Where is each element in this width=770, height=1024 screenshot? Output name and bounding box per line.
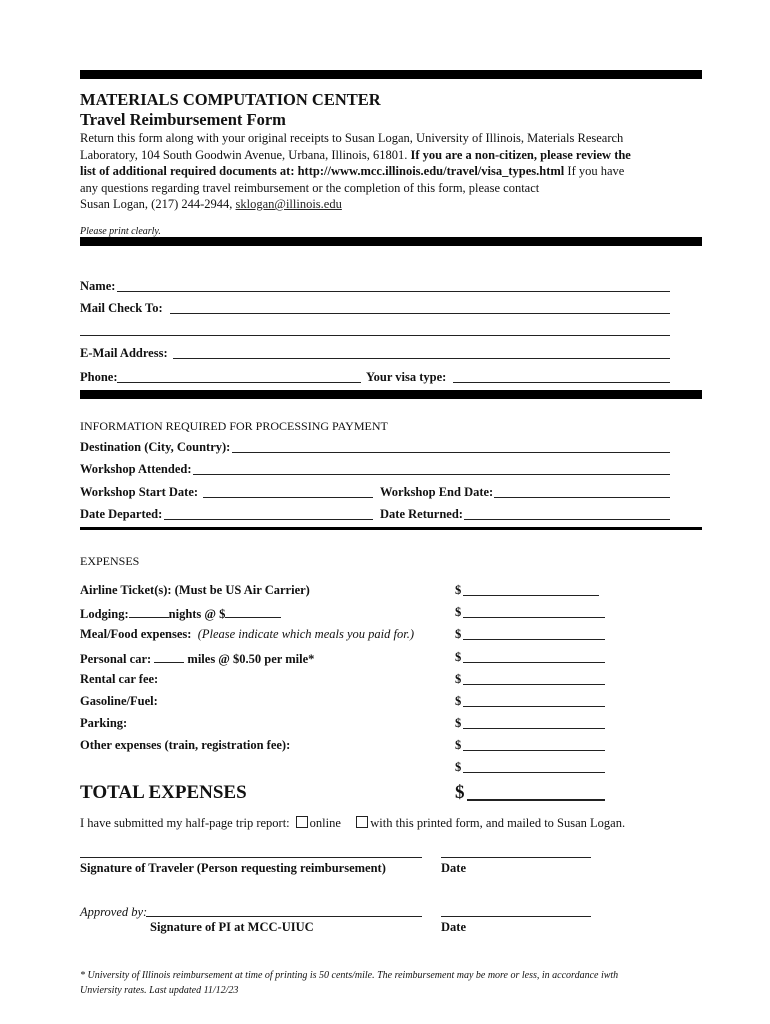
- destination-label: Destination (City, Country):: [80, 440, 231, 454]
- parking-amount[interactable]: [463, 716, 605, 729]
- footnote-line: Unviersity rates. Last updated 11/12/23: [80, 985, 239, 996]
- rental-amount[interactable]: [463, 672, 605, 685]
- extra-dollar: $: [455, 760, 462, 774]
- rental-label: Rental car fee:: [80, 672, 159, 686]
- lodging-rate-field[interactable]: [225, 605, 281, 618]
- meal-note: (Please indicate which meals you paid for.): [197, 627, 414, 641]
- returned-label: Date Returned:: [380, 507, 463, 521]
- email-link[interactable]: sklogan@illinois.edu: [235, 197, 342, 211]
- visa-docs-link[interactable]: list of additional required documents at: http://www.mcc.illinois.edu/travel/visa_types.html: [80, 164, 565, 178]
- lodging-dollar: $: [455, 605, 462, 619]
- traveler-date-line[interactable]: [441, 857, 591, 858]
- other-amount[interactable]: [463, 738, 605, 751]
- rental-dollar: $: [455, 672, 462, 686]
- lodging-rate-text: nights @ $: [168, 607, 226, 621]
- online-checkbox[interactable]: [296, 816, 308, 828]
- lodging-text: Lodging:: [80, 607, 129, 621]
- workshop-field[interactable]: [193, 462, 670, 475]
- email-field[interactable]: [173, 346, 670, 359]
- trip-report-text: I have submitted my half-page trip report:: [80, 816, 290, 830]
- mail-check-field-line2[interactable]: [80, 323, 670, 336]
- mail-check-label: Mail Check To:: [80, 301, 163, 315]
- online-label: online: [309, 816, 341, 830]
- phone-field[interactable]: [117, 370, 361, 383]
- total-amount[interactable]: [467, 786, 605, 801]
- section-divider: [80, 390, 702, 399]
- meal-amount[interactable]: [463, 627, 605, 640]
- total-expenses-label: TOTAL EXPENSES: [80, 782, 247, 803]
- top-divider: [80, 70, 702, 79]
- pi-date-label: Date: [441, 920, 466, 934]
- departed-field[interactable]: [164, 507, 373, 520]
- traveler-date-label: Date: [441, 861, 466, 875]
- org-title: MATERIALS COMPUTATION CENTER: [80, 90, 381, 109]
- car-label: [80, 650, 314, 667]
- returned-field[interactable]: [464, 507, 670, 520]
- intro-line: [80, 148, 631, 163]
- airline-label: Airline Ticket(s): (Must be US Air Carrier): [80, 583, 310, 597]
- trip-report-row: [80, 816, 625, 831]
- end-date-label: Workshop End Date:: [380, 485, 494, 499]
- destination-field[interactable]: [232, 440, 670, 453]
- total-dollar: $: [455, 782, 465, 803]
- meal-row-label: [80, 627, 414, 642]
- airline-amount[interactable]: [463, 583, 599, 596]
- meal-dollar: $: [455, 627, 462, 641]
- section-divider: [80, 237, 702, 246]
- mail-check-field[interactable]: [170, 301, 670, 314]
- lodging-amount[interactable]: [463, 605, 605, 618]
- start-date-label: Workshop Start Date:: [80, 485, 199, 499]
- payment-heading: INFORMATION REQUIRED FOR PROCESSING PAYMENT: [80, 419, 388, 433]
- mail-label: with this printed form, and mailed to Susan Logan.: [370, 816, 626, 830]
- intro-noncitizen: If you are a non-citizen, please review the: [407, 148, 631, 162]
- airline-dollar: $: [455, 583, 462, 597]
- car-rate-text: miles @ $0.50 per mile*: [187, 652, 315, 666]
- departed-label: Date Departed:: [80, 507, 163, 521]
- pi-signature-line[interactable]: [146, 916, 422, 917]
- footnote-line: * University of Illinois reimbursement at time of printing is 50 cents/mile. The reimbursement may be more or less, in accordance iwth: [80, 970, 619, 981]
- intro-line: Return this form along with your original receipts to Susan Logan, University of Illinois, Materials Research: [80, 131, 624, 145]
- intro-line: any questions regarding travel reimbursement or the completion of this form, please contact: [80, 181, 540, 195]
- lodging-label: [80, 605, 281, 622]
- name-label: Name:: [80, 279, 116, 293]
- parking-dollar: $: [455, 716, 462, 730]
- approved-label: Approved by:: [80, 905, 148, 919]
- section-divider-thin: [80, 527, 702, 530]
- gas-dollar: $: [455, 694, 462, 708]
- print-note: Please print clearly.: [80, 226, 161, 237]
- pi-date-line[interactable]: [441, 916, 591, 917]
- car-amount[interactable]: [463, 650, 605, 663]
- expenses-heading: EXPENSES: [80, 554, 140, 568]
- extra-amount[interactable]: [463, 760, 605, 773]
- visa-label: Your visa type:: [366, 370, 447, 384]
- traveler-signature-label: Signature of Traveler (Person requesting reimbursement): [80, 861, 386, 875]
- workshop-label: Workshop Attended:: [80, 462, 192, 476]
- intro-address: Laboratory, 104 South Goodwin Avenue, Urbana, Illinois, 61801.: [80, 148, 408, 162]
- name-field[interactable]: [117, 279, 670, 292]
- visa-field[interactable]: [453, 370, 670, 383]
- form-title: Travel Reimbursement Form: [80, 110, 286, 129]
- mail-checkbox[interactable]: [356, 816, 368, 828]
- meal-label: Meal/Food expenses:: [80, 627, 192, 641]
- other-label: Other expenses (train, registration fee):: [80, 738, 291, 752]
- contact-text: Susan Logan, (217) 244-2944,: [80, 197, 233, 211]
- parking-label: Parking:: [80, 716, 128, 730]
- traveler-signature-line[interactable]: [80, 857, 422, 858]
- intro-questions: If you have: [564, 164, 625, 178]
- phone-label: Phone:: [80, 370, 118, 384]
- gas-amount[interactable]: [463, 694, 605, 707]
- lodging-nights-field[interactable]: [129, 605, 169, 618]
- gas-label: Gasoline/Fuel:: [80, 694, 158, 708]
- pi-signature-label: Signature of PI at MCC-UIUC: [150, 920, 314, 934]
- intro-line: [80, 164, 624, 179]
- start-date-field[interactable]: [203, 485, 373, 498]
- other-dollar: $: [455, 738, 462, 752]
- car-text: Personal car:: [80, 652, 152, 666]
- car-miles-field[interactable]: [154, 650, 184, 663]
- car-dollar: $: [455, 650, 462, 664]
- end-date-field[interactable]: [494, 485, 670, 498]
- contact-line: [80, 197, 342, 212]
- email-label: E-Mail Address:: [80, 346, 168, 360]
